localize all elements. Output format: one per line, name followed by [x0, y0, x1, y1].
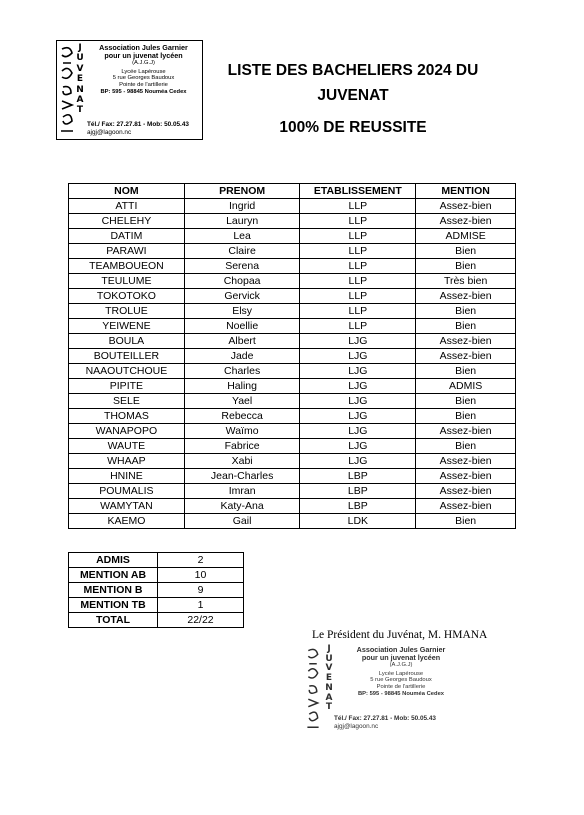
cell-prenom: Katy-Ana — [184, 499, 300, 514]
cell-nom: TEULUME — [69, 274, 185, 289]
association-stamp — [56, 40, 203, 140]
cell-nom: ATTI — [69, 199, 185, 214]
signature-line: Le Président du Juvénat, M. HMANA — [312, 629, 488, 641]
cell-mention: Assez-bien — [416, 469, 516, 484]
table-row — [69, 409, 516, 424]
cell-nom: TOKOTOKO — [69, 289, 185, 304]
juvenat-logo-icon — [304, 645, 322, 731]
stamp-text: Association Jules Garnier pour un juvenat lycéen (A.J.G.J) Lycée Lapérouse 5 rue Georges Baudoux Pointe de l'artillerie BP: 595 - 98845 Nouméa Cedex — [99, 43, 188, 95]
cell-prenom: Serena — [184, 259, 300, 274]
cell-nom: WHAAP — [69, 454, 185, 469]
cell-etablissement: LBP — [300, 484, 416, 499]
table-row — [69, 364, 516, 379]
cell-prenom: Fabrice — [184, 439, 300, 454]
cell-mention: Assez-bien — [416, 199, 516, 214]
cell-etablissement: LLP — [300, 319, 416, 334]
signature-stamp — [302, 643, 462, 733]
table-row — [69, 319, 516, 334]
cell-nom: WAUTE — [69, 439, 185, 454]
cell-nom: BOULA — [69, 334, 185, 349]
cell-etablissement: LJG — [300, 379, 416, 394]
cell-etablissement: LJG — [300, 334, 416, 349]
cell-mention: Bien — [416, 439, 516, 454]
page-subtitle: 100% DE REUSSITE — [279, 119, 427, 136]
summary-row — [69, 613, 244, 628]
cell-mention: Bien — [416, 319, 516, 334]
cell-nom: THOMAS — [69, 409, 185, 424]
cell-etablissement: LLP — [300, 199, 416, 214]
cell-etablissement: LJG — [300, 424, 416, 439]
cell-etablissement: LJG — [300, 394, 416, 409]
cell-prenom: Haling — [184, 379, 300, 394]
cell-prenom: Charles — [184, 364, 300, 379]
cell-prenom: Waïmo — [184, 424, 300, 439]
table-row — [69, 424, 516, 439]
cell-nom: PIPITE — [69, 379, 185, 394]
cell-prenom: Gervick — [184, 289, 300, 304]
stamp-text: Association Jules Garnier pour un juvenat lycéen (A.J.G.J) Lycée Lapérouse 5 rue Georges Baudoux Pointe de l'artillerie BP: 595 - 98845 Nouméa Cedex — [356, 645, 446, 697]
cell-etablissement: LLP — [300, 259, 416, 274]
cell-prenom: Noellie — [184, 319, 300, 334]
table-row — [69, 199, 516, 214]
cell-prenom: Rebecca — [184, 409, 300, 424]
cell-nom: BOUTEILLER — [69, 349, 185, 364]
cell-mention: Bien — [416, 244, 516, 259]
table-row — [69, 499, 516, 514]
cell-prenom: Ingrid — [184, 199, 300, 214]
table-header-row — [69, 184, 516, 199]
summary-value: 1 — [158, 598, 244, 613]
table-row — [69, 229, 516, 244]
summary-row — [69, 553, 244, 568]
cell-etablissement: LDK — [300, 514, 416, 529]
cell-nom: TEAMBOUEON — [69, 259, 185, 274]
summary-value: 2 — [158, 553, 244, 568]
cell-nom: WAMYTAN — [69, 499, 185, 514]
cell-mention: Très bien — [416, 274, 516, 289]
cell-nom: CHELEHY — [69, 214, 185, 229]
cell-nom: POUMALIS — [69, 484, 185, 499]
juvenat-logo-icon — [59, 43, 75, 135]
cell-nom: WANAPOPO — [69, 424, 185, 439]
table-row — [69, 394, 516, 409]
graduates-table — [68, 183, 516, 529]
cell-nom: NAAOUTCHOUE — [69, 364, 185, 379]
table-row — [69, 469, 516, 484]
cell-prenom: Gail — [184, 514, 300, 529]
cell-etablissement: LLP — [300, 289, 416, 304]
cell-etablissement: LJG — [300, 409, 416, 424]
cell-mention: Assez-bien — [416, 499, 516, 514]
cell-etablissement: LLP — [300, 244, 416, 259]
cell-etablissement: LJG — [300, 364, 416, 379]
cell-prenom: Jade — [184, 349, 300, 364]
table-row — [69, 514, 516, 529]
cell-mention: Assez-bien — [416, 454, 516, 469]
cell-etablissement: LLP — [300, 229, 416, 244]
header-etablissement: ETABLISSEMENT — [300, 184, 416, 199]
cell-mention: Assez-bien — [416, 484, 516, 499]
cell-mention: Assez-bien — [416, 289, 516, 304]
cell-etablissement: LLP — [300, 214, 416, 229]
cell-etablissement: LJG — [300, 439, 416, 454]
table-row — [69, 244, 516, 259]
cell-mention: Assez-bien — [416, 424, 516, 439]
cell-prenom: Jean-Charles — [184, 469, 300, 484]
cell-mention: Assez-bien — [416, 214, 516, 229]
page-title: LISTE DES BACHELIERS 2024 DU JUVENAT — [227, 62, 479, 104]
summary-value: 22/22 — [158, 613, 244, 628]
cell-nom: KAEMO — [69, 514, 185, 529]
table-row — [69, 379, 516, 394]
summary-table — [68, 552, 244, 628]
stamp-vertical-word: J U V E N A T — [325, 644, 333, 713]
cell-mention: ADMISE — [416, 229, 516, 244]
cell-mention: Bien — [416, 259, 516, 274]
table-row — [69, 334, 516, 349]
cell-mention: Bien — [416, 394, 516, 409]
table-row — [69, 214, 516, 229]
cell-mention: Bien — [416, 304, 516, 319]
cell-mention: Bien — [416, 364, 516, 379]
cell-prenom: Claire — [184, 244, 300, 259]
cell-mention: Bien — [416, 409, 516, 424]
stamp-vertical-word: J U V E N A T — [76, 43, 84, 116]
cell-prenom: Yael — [184, 394, 300, 409]
cell-prenom: Imran — [184, 484, 300, 499]
header-mention: MENTION — [416, 184, 516, 199]
table-row — [69, 439, 516, 454]
cell-mention: Bien — [416, 514, 516, 529]
summary-label: MENTION TB — [69, 598, 158, 613]
header-nom: NOM — [69, 184, 185, 199]
stamp-contact: Tél./ Fax: 27.27.81 - Mob: 50.05.43 ajgj@lagoon.nc — [334, 715, 436, 730]
cell-prenom: Lauryn — [184, 214, 300, 229]
cell-etablissement: LLP — [300, 274, 416, 289]
cell-etablissement: LJG — [300, 454, 416, 469]
cell-nom: DATIM — [69, 229, 185, 244]
cell-nom: TROLUE — [69, 304, 185, 319]
table-row — [69, 274, 516, 289]
cell-mention: Assez-bien — [416, 334, 516, 349]
cell-etablissement: LBP — [300, 499, 416, 514]
cell-nom: HNINE — [69, 469, 185, 484]
summary-label: ADMIS — [69, 553, 158, 568]
summary-label: TOTAL — [69, 613, 158, 628]
table-row — [69, 289, 516, 304]
table-row — [69, 484, 516, 499]
cell-nom: PARAWI — [69, 244, 185, 259]
summary-value: 10 — [158, 568, 244, 583]
cell-prenom: Xabi — [184, 454, 300, 469]
table-row — [69, 349, 516, 364]
summary-row — [69, 598, 244, 613]
summary-row — [69, 583, 244, 598]
stamp-contact: Tél./ Fax: 27.27.81 - Mob: 50.05.43 ajgj@lagoon.nc — [87, 121, 189, 136]
cell-prenom: Elsy — [184, 304, 300, 319]
header-prenom: PRENOM — [184, 184, 300, 199]
cell-etablissement: LJG — [300, 349, 416, 364]
table-row — [69, 304, 516, 319]
summary-row — [69, 568, 244, 583]
table-row — [69, 454, 516, 469]
table-row — [69, 259, 516, 274]
cell-mention: ADMIS — [416, 379, 516, 394]
cell-mention: Assez-bien — [416, 349, 516, 364]
summary-label: MENTION AB — [69, 568, 158, 583]
cell-prenom: Chopaa — [184, 274, 300, 289]
summary-label: MENTION B — [69, 583, 158, 598]
cell-prenom: Albert — [184, 334, 300, 349]
cell-etablissement: LBP — [300, 469, 416, 484]
summary-value: 9 — [158, 583, 244, 598]
cell-prenom: Lea — [184, 229, 300, 244]
cell-etablissement: LLP — [300, 304, 416, 319]
cell-nom: SELE — [69, 394, 185, 409]
cell-nom: YEIWENE — [69, 319, 185, 334]
